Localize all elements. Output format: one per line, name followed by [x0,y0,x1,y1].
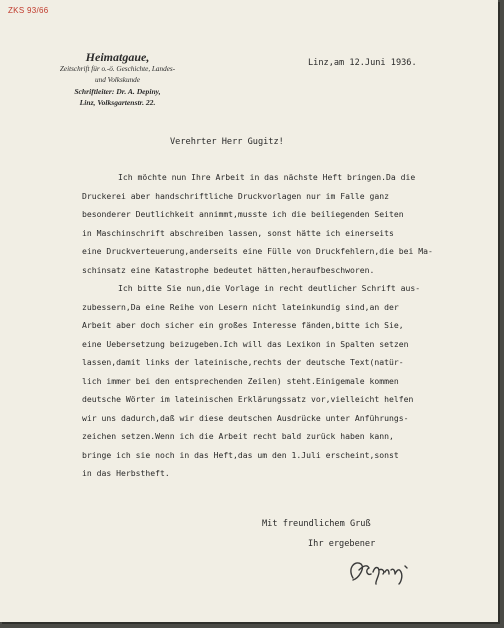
body-line: in Maschinschrift abschreiben lassen, sonst hätte ich einerseits [82,227,394,238]
closing [262,514,375,554]
body-line: deutsche Wörter im lateinischen Erklärungssatz vor,vielleicht helfen [82,394,414,404]
closing-greeting: Mit freundlichem Gruß [262,519,371,529]
body-line: lich immer bei den entsprechenden Zeilen) steht.Einigemale kommen [82,375,399,386]
letterhead-line: Schriftleiter: Dr. A. Depiny, [74,87,161,96]
letter-date: Linz,am 12.Juni 1936. [308,58,417,68]
body-line: lassen,damit links der lateinische,rechts der deutsche Text(natür- [82,357,404,367]
body-line: Arbeit aber doch sicher ein großes Interesse fänden,bitte ich Sie, [82,320,404,330]
salutation: Verehrter Herr Gugitz! [170,137,284,147]
body-line: wir uns dadurch,daß wir diese deutschen Ausdrücke unter Anführungs- [82,412,409,423]
body-line: Ich möchte nun Ihre Arbeit in das nächste Heft bringen.Da die [118,172,416,182]
body-line: besonderer Deutlichkeit annimmt,musste ich die beiliegenden Seiten [82,209,404,219]
body-line: zubessern,Da eine Reihe von Lesern nicht lateinkundig sind,an der [82,301,399,312]
body-line: bringe ich sie noch in das Heft,das um den 1.Juli erscheint,sonst [82,449,399,460]
letterhead-line: und Volkskunde [95,76,140,84]
archive-mark: ZKS 93/66 [8,6,49,15]
letterhead-line: Linz, Volksgartenstr. 22. [79,98,156,107]
body-line: schinsatz eine Katastrophe bedeutet hätten,heraufbeschworen. [82,264,375,275]
body-line: eine Druckverteuerung,anderseits eine Fülle von Druckfehlern,die bei Ma- [82,246,433,256]
letterhead [30,50,205,108]
body-line: eine Uebersetzung beizugeben.Ich will das Lexikon in Spalten setzen [82,338,409,349]
body-line: in das Herbstheft. [82,468,170,478]
letter-body [82,168,482,483]
closing-signoff: Ihr ergebener [308,539,376,549]
handwritten-signature [345,556,417,586]
body-line: Ich bitte Sie nun,die Vorlage in recht deutlicher Schrift aus- [118,283,421,293]
body-line: Druckerei aber handschriftliche Druckvorlagen nur im Falle ganz [82,190,389,201]
letterhead-name: Heimatgaue, [85,50,150,64]
letterhead-line: Zeitschrift für o.-ö. Geschichte, Landes- [59,65,176,73]
body-line: zeichen setzen.Wenn ich die Arbeit recht bald zurück haben kann, [82,431,394,441]
